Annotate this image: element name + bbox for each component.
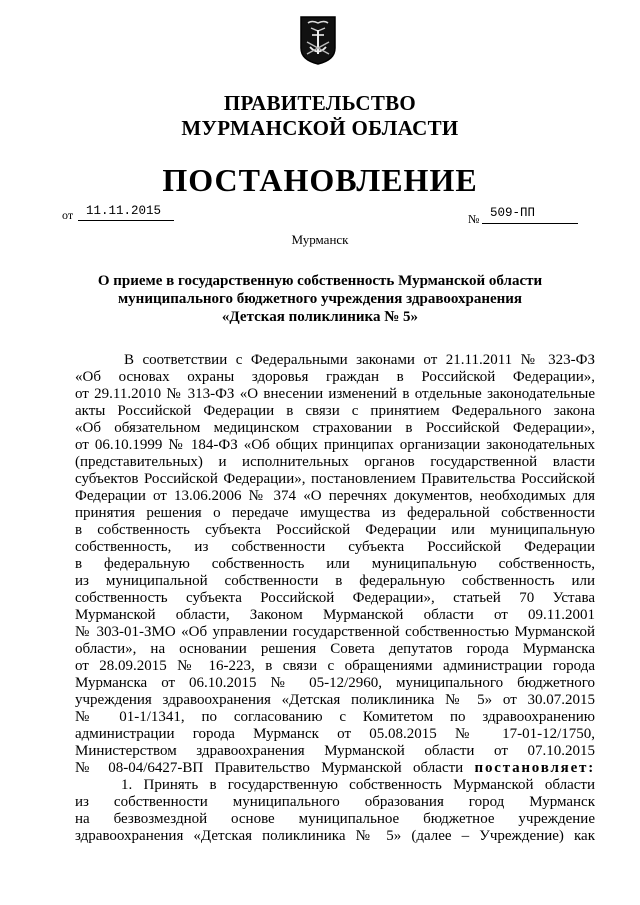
document-body [75, 352, 595, 845]
organization-line-2: МУРМАНСКОЙ ОБЛАСТИ [181, 116, 459, 140]
body-line: от 28.09.2015 № 16-223, в связи с обращениями администрации города [75, 658, 595, 674]
decree-word: постановляет: [474, 760, 595, 776]
number-label: № [468, 212, 480, 226]
date-underline [78, 220, 174, 221]
body-line: в собственность субъекта Российской Федерации или муниципальную [75, 522, 595, 538]
body-line-prefix: № 08-04/6427-ВП Правительство Мурманской области [75, 760, 464, 776]
item-line: из собственности муниципального образования город Мурманск [75, 794, 595, 810]
title-line: муниципального бюджетного учреждения здравоохранения [117, 291, 523, 307]
body-line: Мурманска от 06.10.2015 № 05-12/2960, муниципального бюджетного [75, 675, 595, 691]
title-line: О приеме в государственную собственность Мурманской области [97, 273, 543, 289]
murmansk-coat-of-arms-icon [298, 14, 338, 66]
body-line: собственность, из собственности субъекта Российской Федерации [75, 539, 595, 555]
body-line: от 06.10.1999 № 184-ФЗ «Об общих принципах организации законодательных [75, 437, 595, 453]
document-number: 509-ПП [490, 206, 536, 220]
body-line: собственность субъекта Российской Федерации», статьей 70 Устава [75, 590, 595, 606]
date-label: от [62, 208, 74, 222]
item-line: на безвозмездной основе муниципальное бюджетное учреждение [75, 811, 595, 827]
body-line: акты Российской Федерации в связи с принятием Федерального закона [75, 403, 595, 419]
body-line: администрации города Мурманск от 05.08.2015 № 17-01-12/1750, [75, 726, 595, 742]
item-line: 1. Принять в государственную собственность Мурманской области [121, 777, 595, 793]
body-line: принятия решения о передаче имущества из федеральной собственности [75, 505, 595, 521]
number-underline [482, 223, 578, 224]
title-line: «Детская поликлиника № 5» [221, 309, 419, 325]
body-line: в федеральную собственность или муниципальную собственность, [75, 556, 595, 572]
body-line: от 29.11.2010 № 313-ФЗ «О внесении изменений в отдельные законодательные [75, 386, 595, 402]
body-line: В соответствии с Федеральными законами от 21.11.2011 № 323-ФЗ [124, 352, 595, 368]
item-line: здравоохранения «Детская поликлиника № 5» (далее – Учреждение) как [75, 828, 595, 844]
document-title [60, 272, 580, 326]
body-line: из муниципальной собственности в федеральную собственность или [75, 573, 595, 589]
document-type: ПОСТАНОВЛЕНИЕ [162, 162, 478, 198]
body-line: субъектов Российской Федерации», постановлением Правительства Российской [75, 471, 595, 487]
body-line: (представительных) и исполнительных органов государственной власти [75, 454, 595, 470]
body-line: № 01-1/1341, по согласованию с Комитетом по здравоохранению [75, 709, 595, 725]
body-line: Министерством здравоохранения Мурманской области от 07.10.2015 [75, 743, 595, 759]
body-line: учреждения здравоохранения «Детская поликлиника № 5» от 30.07.2015 [75, 692, 595, 708]
body-line: «Об обязательном медицинском страховании в Российской Федерации», [75, 420, 595, 436]
body-line: № 303-01-ЗМО «Об управлении государственной собственностью Мурманской [75, 624, 595, 640]
document-date: 11.11.2015 [86, 204, 162, 218]
body-line: Мурманской области, Законом Мурманской области от 09.11.2001 [75, 607, 595, 623]
city-name: Мурманск [291, 232, 349, 247]
body-line: области», на основании решения Совета депутатов города Мурманска [75, 641, 595, 657]
organization-line-1: ПРАВИТЕЛЬСТВО [223, 91, 417, 115]
body-line: «Об основах охраны здоровья граждан в Российской Федерации», [75, 369, 595, 385]
body-line: Федерации от 13.06.2006 № 374 «О перечнях документов, необходимых для [75, 488, 595, 504]
body-line-decree [75, 760, 595, 777]
